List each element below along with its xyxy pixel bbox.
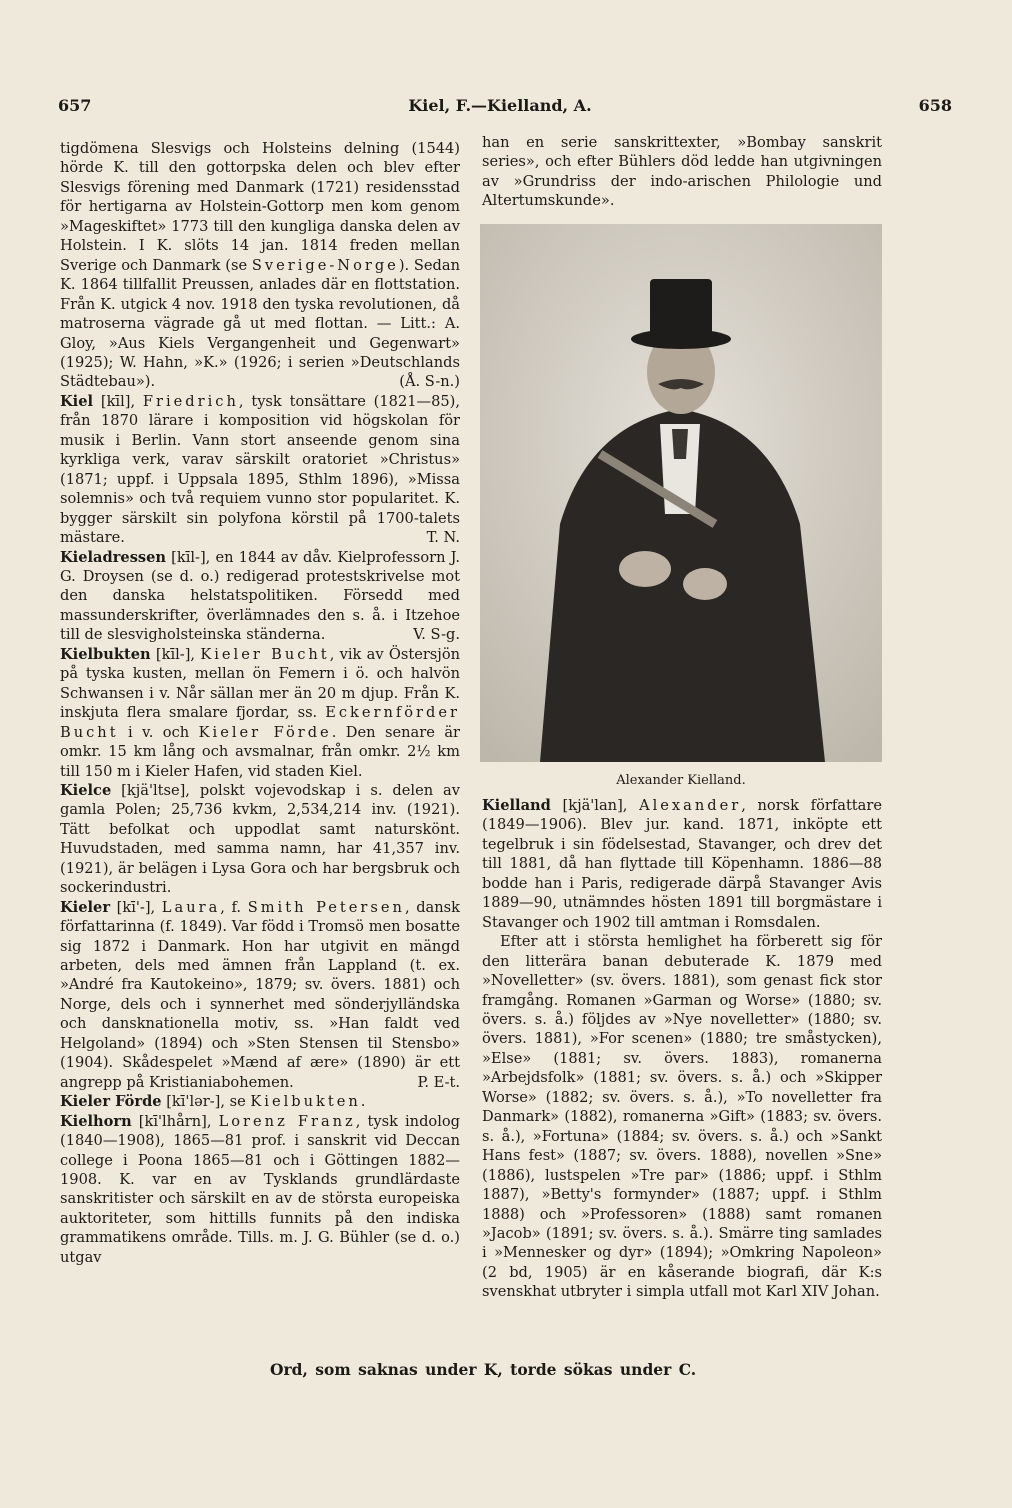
entry-kiel-city-continuation: tigdömena Slesvigs och Holsteins delning (1544) hörde K. till den gottorpska delen och blev efter Slesvigs förening med Danmark (1721) residensstad för hertigarna av Holstein-Gottorp men kom genom »Mageskiftet» 1773 till den kungliga danska delen av Holstein. I K. slöts 14 jan. 1814 freden mellan Sverige och Danmark (se Sverige-Norge). Sedan K. 1864 tillfallit Preussen, anlades där en flottstation. Från K. utgick 4 nov. 1918 den tyska revolutionen, då matroserna vägrade gå ut med flottan. — Litt.: A. Gloy, »Aus Kiels Vergangenheit und Gegenwart» (1925); W. Hahn, »K.» (1926; i serien »Deutschlands Städtebau»). (Å. S-n.) — [60, 140, 460, 391]
author-signature: V. S-g. — [413, 626, 460, 644]
photo-caption: Alexander Kielland. — [616, 773, 746, 788]
right-column — [482, 796, 882, 1302]
entry-kielbukten: Kielbukten [kīl-], Kieler Bucht, vik av Östersjön på tyska kusten, mellan ön Femern i ö. och halvön Schwansen i v. Når sällan mer än 20 m djup. Från K. inskjuta flera smalare fjordar, ss. Eckernförder Bucht i v. och Kieler Förde. Den senare är omkr. 15 km lång och avsmalnar, från omkr. 2½ km till 150 m i Kieler Hafen, vid staden Kiel. — [60, 645, 461, 780]
left-column — [60, 139, 460, 1267]
author-signature: (Å. S-n.) — [399, 373, 460, 391]
entry-kielhorn-continuation: han en serie sanskrittexter, »Bombay sanskrit series», och efter Bühlers död ledde han utgivningen av »Grundriss der indo-arischen Philologie und Altertumskunde». — [482, 134, 882, 210]
headword: Kielbukten — [60, 645, 151, 663]
headword: Kielhorn — [60, 1112, 132, 1130]
headword: Kiel — [60, 392, 94, 410]
entry-kieler-forde: Kieler Förde [kī'lər-], se Kielbukten. — [60, 1093, 366, 1111]
page-number-right: 658 — [918, 96, 952, 115]
author-signature: T. N. — [426, 529, 460, 547]
footer-note: Ord, som saknas under K, torde sökas under C. — [270, 1360, 697, 1379]
right-column-continuation — [482, 133, 882, 211]
entry-kielland: Kielland [kjä'lan], Alexander, norsk författare (1849—1906). Blev jur. kand. 1871, inköpte ett tegelbruk i sin födelsestad, Stavanger, och drev det till 1881, då han flyttade till Köpenhamn. 1886—88 bodde han i Paris, redigerade därpå Stavanger Avis 1889—90, utnämndes hösten 1891 till borgmästare i Stavanger och 1902 till amtman i Romsdalen. — [482, 797, 882, 931]
entry-kieler-laura: Kieler [kī'-], Laura, f. Smith Petersen, dansk författarinna (f. 1849). Var född i Tromsö men bosatte sig 1872 i Danmark. Hon har utgivit en mängd arbeten, dels med ämnen från Lappland (t. ex. »André fra Kautokeino», 1879; sv. övers. 1881) och Norge, dels och i synnerhet med sönderjylländska och dansknationella motiv, ss. »Han faldt ved Helgoland» (1894) och »Sten Stensen til Stensbo» (1904). Skådespelet »Mænd af ære» (1890) är ett angrepp på Kristianiabohemen. P. E-t. — [60, 898, 460, 1091]
entry-kielland-paragraph-2: Efter att i största hemlighet ha förberett sig för den litterära banan debuterade K. 1879 med »Novelletter» (sv. övers. 1881), som genast fick stor framgång. Romanen »Garman og Worse» (1880; sv. övers. s. å.) följdes av »Nye novelletter» (1880; sv. övers. 1881), »For scenen» (1880; tre småstycken), »Else» (1881; sv. övers. 1883), romanerna »Arbejdsfolk» (1881; sv. övers. s. å.) och »Skipper Worse» (1882; sv. övers. s. å.), »To novelletter fra Danmark» (1882), romanerna »Gift» (1883; sv. övers. s. å.), »Fortuna» (1884; sv. övers. s. å.) och »Sankt Hans fest» (1887; sv. övers. 1888), novellen »Sne» (1886), lustspelen »Tre par» (1886; uppf. i Sthlm 1887), »Betty's formynder» (1887; uppf. i Sthlm 1888) och »Professoren» (1888) samt romanen »Jacob» (1891; sv. övers. s. å.). Smärre ting samlades i »Mennesker og dyr» (1894); »Omkring Napoleon» (2 bd, 1905) är en kåserande biografi, där K:s svenskhat utbryter i simpla utfall mot Karl XIV Johan. — [482, 933, 882, 1301]
cross-reference: Kielbukten — [250, 1093, 361, 1111]
cross-reference: Kieler Förde — [198, 723, 332, 741]
running-title: Kiel, F.—Kielland, A. — [408, 96, 592, 115]
headword: Kielland — [482, 797, 551, 814]
author-signature: P. E-t. — [417, 1073, 460, 1091]
portrait-photo — [480, 224, 882, 762]
portrait-icon — [480, 224, 882, 762]
entry-kiel-friedrich: Kiel [kīl], Friedrich, tysk tonsättare (1821—85), från 1870 lärare i komposition vid högskolan för musik i Berlin. Vann stort anseende genom sina kyrkliga verk, varav särskilt oratoriet »Christus» (1871; uppf. i Uppsala 1895, Sthlm 1896), »Missa solemnis» och två requiem vunno stor popularitet. K. bygger särskilt sin polyfona körstil på 1700-talets mästare. T. N. — [60, 392, 461, 547]
headword: Kieler Förde — [60, 1093, 162, 1111]
entry-kielhorn: Kielhorn [kī'lhårn], Lorenz Franz, tysk indolog (1840—1908), 1865—81 prof. i sanskrit vid Deccan college i Poona 1865—81 och i Göttingen 1882—1908. K. var en av Tysklands grundlärdaste sanskritister och särskilt en av de största europeiska auktoriteter, som hittills funnits på den indiska grammatikens område. Tills. m. J. G. Bühler (se d. o.) utgav — [60, 1112, 460, 1266]
cross-reference: Eckernförder Bucht — [60, 704, 460, 741]
cross-reference: Sverige-Norge — [251, 256, 399, 274]
headword: Kielce — [60, 781, 112, 799]
headword: Kieler — [60, 898, 111, 916]
page-number-left: 657 — [58, 96, 92, 115]
headword: Kieladressen — [60, 548, 167, 566]
entry-kielce: Kielce [kjä'ltse], polskt vojevodskap i s. delen av gamla Polen; 25,736 kvkm, 2,534,214 inv. (1921). Tätt befolkat och uppodlat samt naturskönt. Huvudstaden, med samma namn, har 41,357 inv. (1921), är belägen i Lysa Gora och har bergsbruk och sockerindustri. — [60, 781, 460, 897]
entry-kieladressen: Kieladressen [kīl-], en 1844 av dåv. Kielprofessorn J. G. Droysen (se d. o.) redigerad protestskrivelse mot den danska helstatspolitiken. Försedd med massunderskrifter, överlämnades den s. å. i Itzehoe till de slesvigholsteinska ständerna. V. S-g. — [60, 548, 460, 644]
